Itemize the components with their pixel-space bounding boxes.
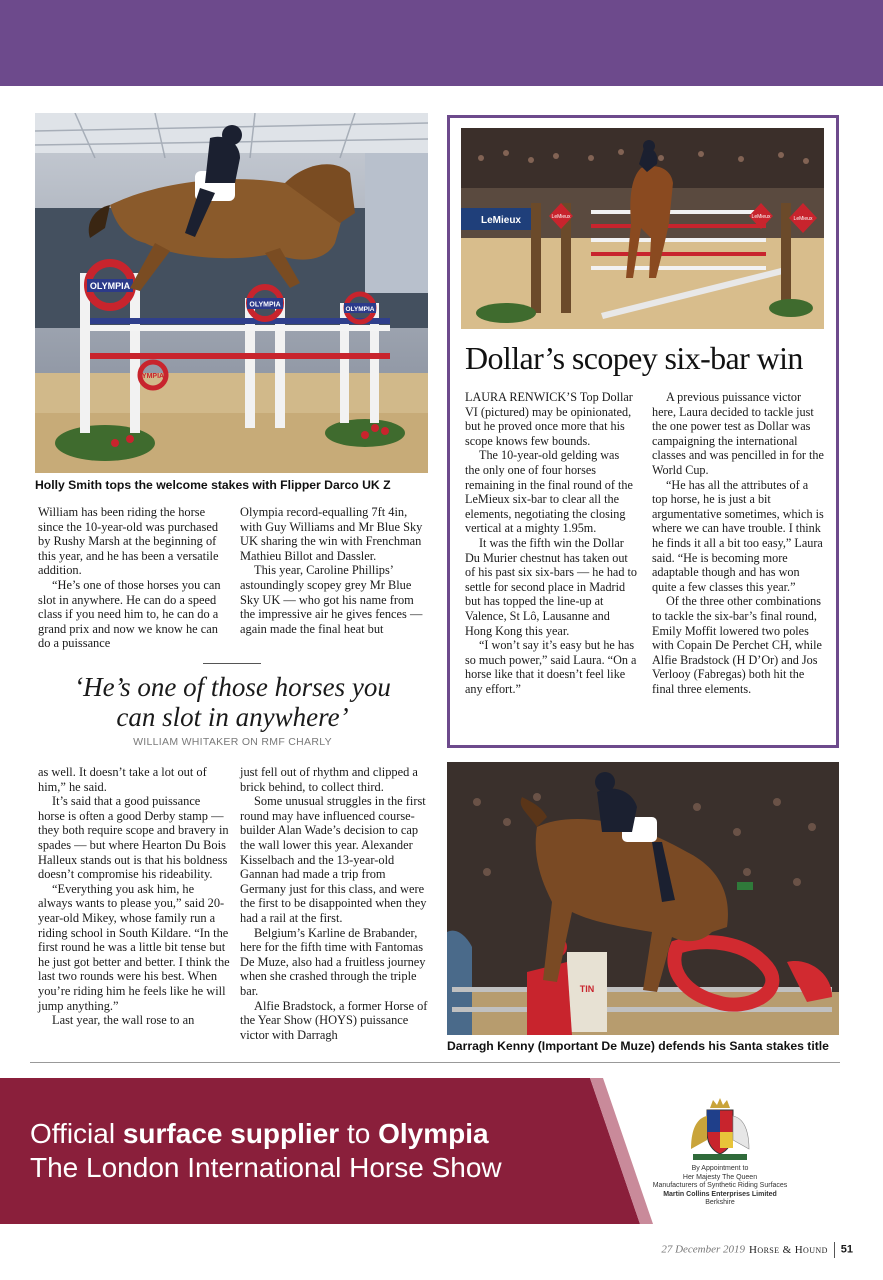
- section-divider: [30, 1062, 840, 1063]
- photo-laura-renwick-graphic: [461, 128, 824, 329]
- photo-caption-1: Holly Smith tops the welcome stakes with Flipper Darco UK Z: [35, 478, 391, 492]
- header-bar: [0, 0, 883, 86]
- paragraph: William has been riding the horse since the 10-year-old was purchased by Rushy Marsh at the beginning of this year, and he has been a versatile addition.: [38, 505, 219, 578]
- paragraph: Some unusual struggles in the first round may have influenced course-builder Alan Wade’s decision to cap the wall lower this year. Alexander Kisselbach and the 13-year-old Gannan had made a trip from Germany just for this class, and were the first to be disappointed when they had a rail at the first.: [240, 794, 427, 925]
- paragraph: Belgium’s Karline de Brabander, here for the fifth time with Fantomas De Muze, also had a fruitless journey when she crashed through the triple bar.: [240, 925, 426, 998]
- issue-date: 27 December 2019: [661, 1243, 746, 1256]
- paragraph: “I won’t say it’s easy but he has so much power,” said Laura. “On a horse like that it doesn’t feel like any effort.”: [465, 638, 637, 696]
- photo-laura-renwick: [461, 128, 824, 329]
- paragraph: Alfie Bradstock, a former Horse of the Year Show (HOYS) puissance victor with Darragh: [240, 998, 428, 1042]
- ad-headline-line1: Official surface supplier to Olympia: [30, 1118, 489, 1149]
- warrant-company: Martin Collins Enterprises Limited: [663, 1190, 777, 1198]
- fence-board-2: OLYMPIA: [249, 301, 281, 309]
- box-column-1: [465, 390, 637, 696]
- fence-board-3: OLYMPIA: [345, 306, 375, 313]
- photo-darragh-kenny: [447, 762, 839, 1035]
- paragraph: LAURA RENWICK’S Top Dollar VI (pictured) may be opinionated, but he proved once more that his scope knows few bounds.: [465, 390, 633, 448]
- royal-crest-icon: [683, 1094, 757, 1162]
- paragraph: This year, Caroline Phillips’ astoundingly scopey grey Mr Blue Sky UK — who got his name from the impressive air he gives fences — again made the final heat but: [240, 563, 423, 636]
- banner-lemieux-4: LeMieux: [793, 216, 813, 222]
- paragraph: It was the fifth win the Dollar Du Murier chestnut has taken out of his past six six-bars — he had to settle for second place in Madrid but has topped the line-up at Valence, St Lô, Lausanne and Hong Kong this year.: [465, 535, 637, 638]
- magazine-name: Horse & Hound: [749, 1243, 828, 1256]
- paragraph: “He’s one of those horses you can slot in anywhere. He can do a speed class if you need him to, he can do a grand prix and now we know he can do a puissance: [38, 577, 221, 651]
- photo-caption-3: Darragh Kenny (Important De Muze) defends his Santa stakes title: [447, 1039, 829, 1053]
- pullquote-attribution: WILLIAM WHITAKER ON RMF CHARLY: [133, 736, 332, 748]
- page-footer: [661, 1242, 853, 1258]
- photo-holly-smith: [35, 113, 428, 473]
- box-headline: Dollar’s scopey six-bar win: [465, 340, 803, 376]
- paragraph: It’s said that a good puissance horse is often a good Derby stamp — they both require scope and bravery in spades — but where Hearton Du Bois Halleux stands out is that his boldness doesn’t compromise his rideability.: [38, 794, 229, 882]
- page-number: 51: [840, 1243, 853, 1256]
- ad-headline-bold-2: Olympia: [378, 1118, 489, 1149]
- paragraph: as well. It doesn’t take a lot out of him,” he said.: [38, 765, 207, 794]
- paragraph: “Everything you ask him, he always wants to please you,” said 20-year-old Mikey, whose family run a riding school in South Kildare. “In the first round he was a little bit tense but he just got better and better. I think the last two rounds were his best. When you’re riding him he feels like he will jump anything.”: [38, 881, 230, 1013]
- banner-lemieux-3: LeMieux: [751, 214, 771, 220]
- ad-headline-bold-1: surface supplier: [122, 1118, 340, 1149]
- paragraph: A previous puissance victor here, Laura decided to tackle just the one power test as Dollar was campaigning the international classes and was pencilled in for the World Cup.: [652, 390, 824, 477]
- paragraph: just fell out of rhythm and clipped a brick behind, to collect third.: [240, 765, 418, 794]
- banner-lemieux-1: LeMieux: [480, 215, 522, 226]
- photo-holly-smith-graphic: [35, 113, 428, 473]
- banner-lemieux-2: LeMieux: [551, 214, 571, 220]
- pullquote-rule: [203, 663, 261, 664]
- footer-separator: [834, 1242, 835, 1258]
- article-column-a-top: [38, 505, 230, 651]
- ad-headline-line2: The London International Horse Show: [30, 1152, 502, 1183]
- paragraph: “He has all the attributes of a top horse, he is just a bit argumentative sometimes, which is where we can have trouble. I think he finds it all a bit too easy,” Laura said. “He is becoming more adaptable though and has won quite a few classes this year.”: [652, 477, 824, 594]
- fence-board-1: OLYMPIA: [89, 281, 131, 291]
- pullquote: ‘He’s one of those horses you can slot in anywhere’: [74, 672, 391, 732]
- paragraph: Of the three other combinations to tackle the six-bar’s final round, Emily Moffit lowered two poles with Copain De Perchet CH, while Alfie Bradstock (H D’Or) and Jos Verlooy (Fabregas) both hit the final three elements.: [652, 594, 822, 696]
- photo-darragh-kenny-graphic: [447, 762, 839, 1035]
- article-column-b-bottom: [240, 765, 430, 1042]
- paragraph: Last year, the wall rose to an: [52, 1013, 195, 1028]
- fence-board-tin: TIN: [579, 984, 595, 994]
- article-column-b-top: [240, 505, 430, 636]
- paragraph: Olympia record-equalling 7ft 4in, with Guy Williams and Mr Blue Sky UK sharing the win with Frenchman Mathieu Billot and Dassler.: [240, 505, 423, 563]
- box-column-2: [652, 390, 824, 696]
- royal-warrant-text: By Appointment to Her Majesty The Queen Manufacturers of Synthetic Riding Surfaces Martin Collins Enterprises Limited Berkshire: [652, 1165, 788, 1206]
- fence-board-4: YMPIA: [141, 373, 165, 380]
- paragraph: The 10-year-old gelding was the only one of four horses remaining in the final round of the LeMieux six-bar to clear all the elements, negotiating the closing vertical at a mighty 1.95m.: [465, 448, 633, 536]
- article-column-a-bottom: [38, 765, 230, 1028]
